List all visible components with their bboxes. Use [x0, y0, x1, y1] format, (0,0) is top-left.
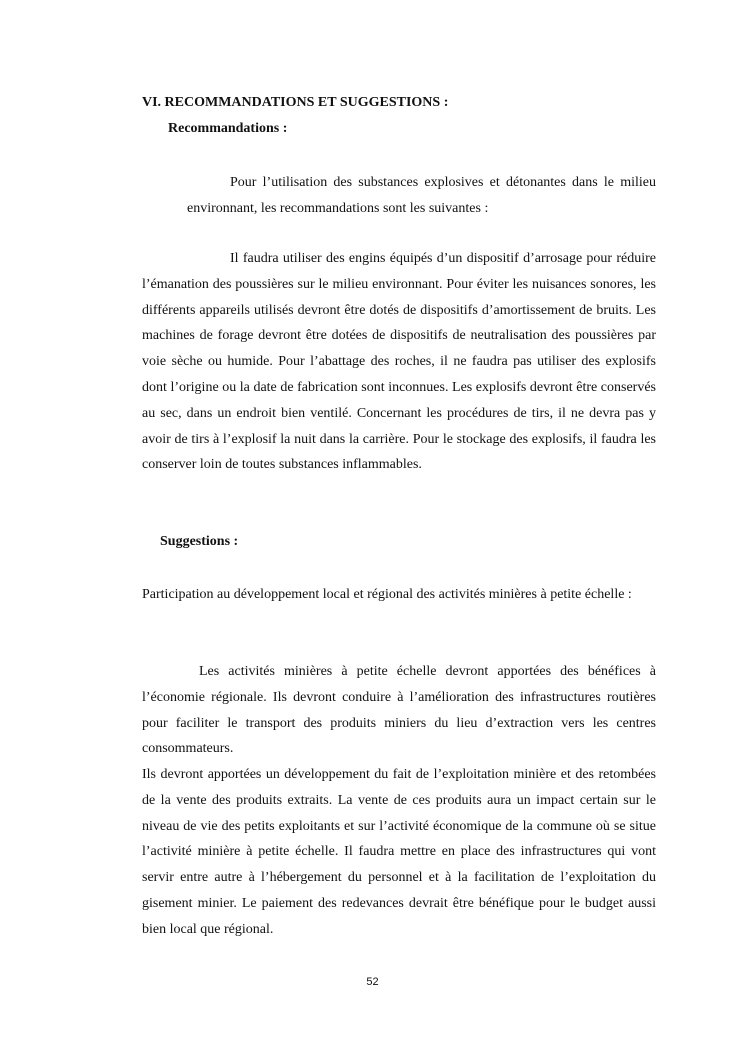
suggestions-paragraph-2: Ils devront apportées un développement du fait de l’exploitation minière et des retombées de la vente des produits extraits. La vente de ces produits aura un impact certain sur le niveau de vie des petits exploitants et sur l’activité économique de la commune où se situe l’activité minière à petite échelle. Il faudra mettre en place des infrastructures qui vont servir entre autre à l’hébergement du personnel et à la facilitation de l’exploitation du gisement minier. Le paiement des redevances devrait être bénéfique pour le budget aussi bien local que régional. — [142, 767, 656, 937]
participation-heading: Participation au développement local et régional des activités minières à petite échelle : — [142, 587, 632, 602]
section-title: VI. RECOMMANDATIONS ET SUGGESTIONS : — [142, 95, 449, 110]
suggestions-heading: Suggestions : — [160, 534, 239, 549]
recommandations-intro: Pour l’utilisation des substances explosives et détonantes dans le milieu environnant, les recommandations sont les suivantes : — [187, 175, 656, 216]
recommandations-heading: Recommandations : — [168, 121, 288, 136]
suggestions-paragraph-1: Les activités minières à petite échelle devront apportées des bénéfices à l’économie régionale. Ils devront conduire à l’amélioration des infrastructures routières pour faciliter le transport des produits miniers du lieu d’extraction vers les centres consommateurs. — [142, 664, 656, 757]
page-number: 52 — [366, 976, 379, 988]
recommandations-body: Il faudra utiliser des engins équipés d’un dispositif d’arrosage pour réduire l’émanation des poussières sur le milieu environnant. Pour éviter les nuisances sonores, les différents appareils utilisés devront être dotés de dispositifs d’amortissement de bruits. Les machines de forage devront être dotées de dispositifs de neutralisation des poussières par voie sèche ou humide. Pour l’abattage des roches, il ne faudra pas utiliser des explosifs dont l’origine ou la date de fabrication sont inconnues. Les explosifs devront être conservés au sec, dans un endroit bien ventilé. Concernant les procédures de tirs, il ne devra pas y avoir de tirs à l’explosif la nuit dans la carrière. Pour le stockage des explosifs, il faudra les conserver loin de toutes substances inflammables. — [142, 251, 656, 473]
